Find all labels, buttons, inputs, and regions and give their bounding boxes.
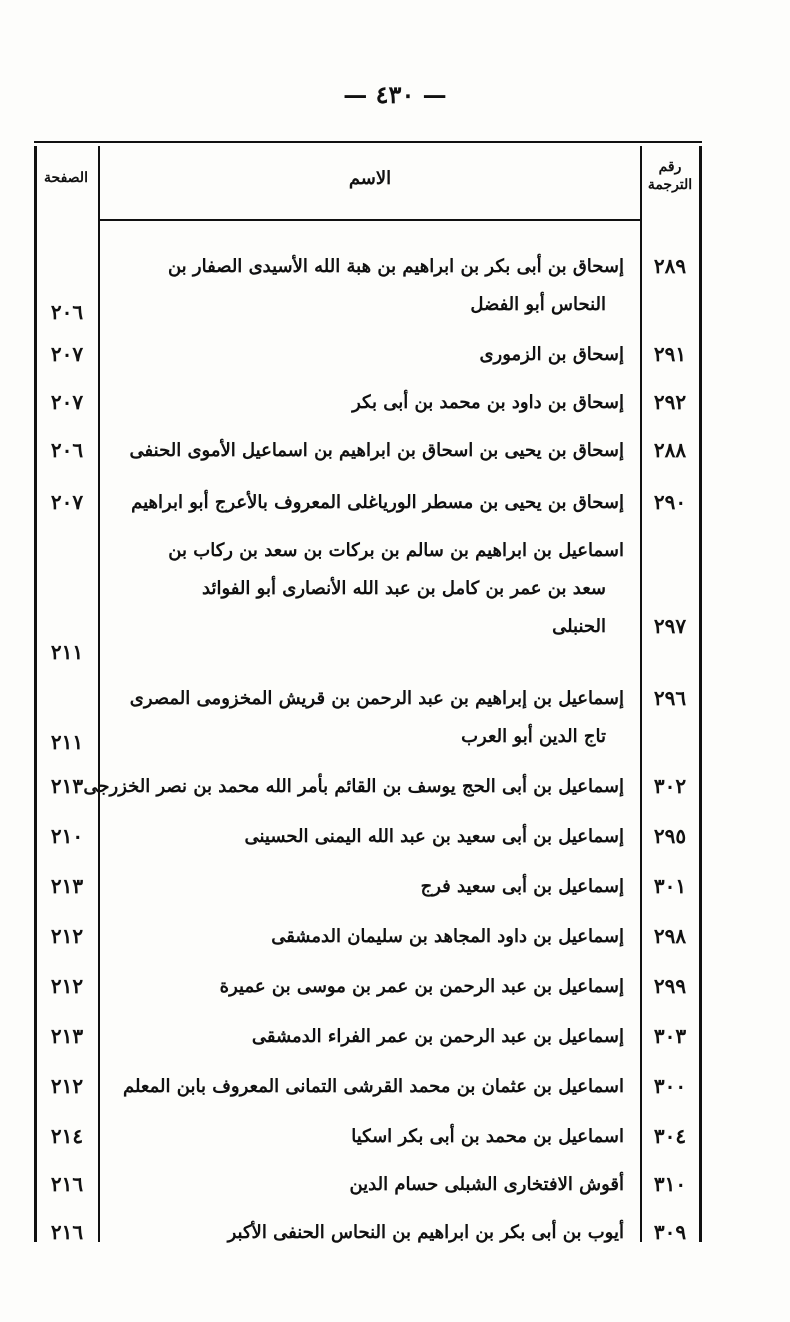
entry-number: ٢٩٥ <box>653 824 687 848</box>
entry-name <box>108 1166 624 1204</box>
entry-name-line: النحاس أبو الفضل <box>470 294 606 315</box>
entry-page: ٢١٢ <box>50 974 84 998</box>
header-rule <box>100 219 640 221</box>
entry-name-line: إسماعيل بن إبراهيم بن عبد الرحمن بن قريش المخزومى المصرى <box>129 688 624 709</box>
entry-name <box>108 248 624 324</box>
entry-page: ٢١٠ <box>50 824 84 848</box>
header-entry-line1: رقم <box>658 159 682 175</box>
header-page: الصفحة <box>44 170 88 186</box>
entry-name-line: إسحاق بن داود بن محمد بن أبى بكر <box>352 392 624 413</box>
entry-name <box>108 818 624 856</box>
entry-number: ٣٠٢ <box>653 774 687 798</box>
entry-name <box>108 1068 624 1106</box>
entry-name <box>108 918 624 956</box>
entry-name <box>108 1214 624 1252</box>
entry-page: ٢٠٧ <box>50 490 84 514</box>
entry-name-line: اسماعيل بن ابراهيم بن سالم بن بركات بن سعد بن ركاب بن <box>168 540 624 561</box>
entry-name <box>108 432 624 470</box>
entry-name <box>108 484 624 522</box>
entry-number: ٣٠١ <box>653 874 687 898</box>
entry-name-line: سعد بن عمر بن كامل بن عبد الله الأنصارى أبو الفوائد <box>202 578 606 599</box>
page-number: — ٤٣٠ — <box>343 80 447 109</box>
entry-name <box>108 680 624 756</box>
table-top-rule <box>34 141 702 143</box>
entry-number: ٢٩١ <box>653 342 687 366</box>
entry-number: ٢٩٨ <box>653 924 687 948</box>
entry-number: ٣٠٣ <box>653 1024 687 1048</box>
column-divider-right <box>699 146 702 1242</box>
entry-page: ٢١٣ <box>50 1024 84 1048</box>
entry-page: ٢٠٧ <box>50 390 84 414</box>
entry-name-line: إسماعيل بن عبد الرحمن بن عمر الفراء الدمشقى <box>251 1026 624 1047</box>
entry-name <box>83 768 624 806</box>
entry-name <box>108 532 624 646</box>
entry-name <box>108 1118 624 1156</box>
entry-number: ٢٨٩ <box>653 254 687 278</box>
entry-name-line: اسماعيل بن عثمان بن محمد القرشى التمانى المعروف بابن المعلم <box>122 1076 624 1097</box>
entry-name <box>108 336 624 374</box>
entry-number: ٢٩٠ <box>653 490 687 514</box>
entry-name <box>108 1018 624 1056</box>
entry-page: ٢١١ <box>50 730 84 754</box>
entry-name-line: إسماعيل بن أبى سعيد فرج <box>420 876 624 897</box>
entry-number: ٣٠٠ <box>653 1074 687 1098</box>
header-name: الاسم <box>348 168 392 189</box>
entry-name-line: إسماعيل بن أبى سعيد بن عبد الله اليمنى الحسينى <box>244 826 624 847</box>
entry-name <box>108 868 624 906</box>
entry-page: ٢١١ <box>50 640 84 664</box>
entry-page: ٢١٦ <box>50 1172 84 1196</box>
entry-name-line: إسماعيل بن داود المجاهد بن سليمان الدمشقى <box>271 926 624 947</box>
entry-page: ٢٠٧ <box>50 342 84 366</box>
entry-name-line: أقوش الافتخارى الشبلى حسام الدين <box>349 1174 624 1195</box>
entry-number: ٢٩٢ <box>653 390 687 414</box>
entry-name <box>108 968 624 1006</box>
entry-number: ٣٠٩ <box>653 1220 687 1244</box>
entry-page: ٢١٣ <box>50 774 84 798</box>
entry-page: ٢١٢ <box>50 924 84 948</box>
entry-name-line: إسحاق بن يحيى بن مسطر الورياغلى المعروف بالأعرج أبو ابراهيم <box>131 492 624 513</box>
entry-name <box>108 384 624 422</box>
entry-number: ٣٠٤ <box>653 1124 687 1148</box>
entry-page: ٢١٢ <box>50 1074 84 1098</box>
entry-number: ٢٨٨ <box>653 438 687 462</box>
entry-name-line: إسماعيل بن عبد الرحمن بن عمر بن موسى بن عميرة <box>219 976 624 997</box>
entry-name-line: إسحاق بن الزموری <box>479 344 624 365</box>
entry-name-line: إسماعيل بن أبى الحج يوسف بن القائم بأمر الله محمد بن نصر الخزرجى <box>83 776 624 797</box>
entry-page: ٢١٦ <box>50 1220 84 1244</box>
entry-name-line: إسحاق بن أبى بكر بن ابراهيم بن هبة الله الأسيدى الصفار بن <box>167 256 624 277</box>
entry-number: ٣١٠ <box>653 1172 687 1196</box>
header-entry-line2: الترجمة <box>647 177 693 193</box>
entry-name-line: إسحاق بن يحيى بن اسحاق بن ابراهيم بن اسماعيل الأموى الحنفى <box>129 440 624 461</box>
entry-page: ٢١٤ <box>50 1124 84 1148</box>
column-divider-page <box>98 146 100 1242</box>
entry-name-line: أيوب بن أبى بكر بن ابراهيم بن النحاس الحنفى الأكبر <box>227 1222 624 1243</box>
entry-name-line: الحنبلى <box>552 616 606 637</box>
entry-page: ٢٠٦ <box>50 300 84 324</box>
entry-number: ٢٩٩ <box>653 974 687 998</box>
entry-name-line: اسماعيل بن محمد بن أبى بكر اسكيا <box>351 1126 624 1147</box>
entry-page: ٢١٣ <box>50 874 84 898</box>
entry-number: ٢٩٦ <box>653 686 687 710</box>
header-entry-number <box>640 158 700 194</box>
entry-page: ٢٠٦ <box>50 438 84 462</box>
entry-name-line: تاج الدين أبو العرب <box>461 726 606 747</box>
entry-number: ٢٩٧ <box>653 614 687 638</box>
